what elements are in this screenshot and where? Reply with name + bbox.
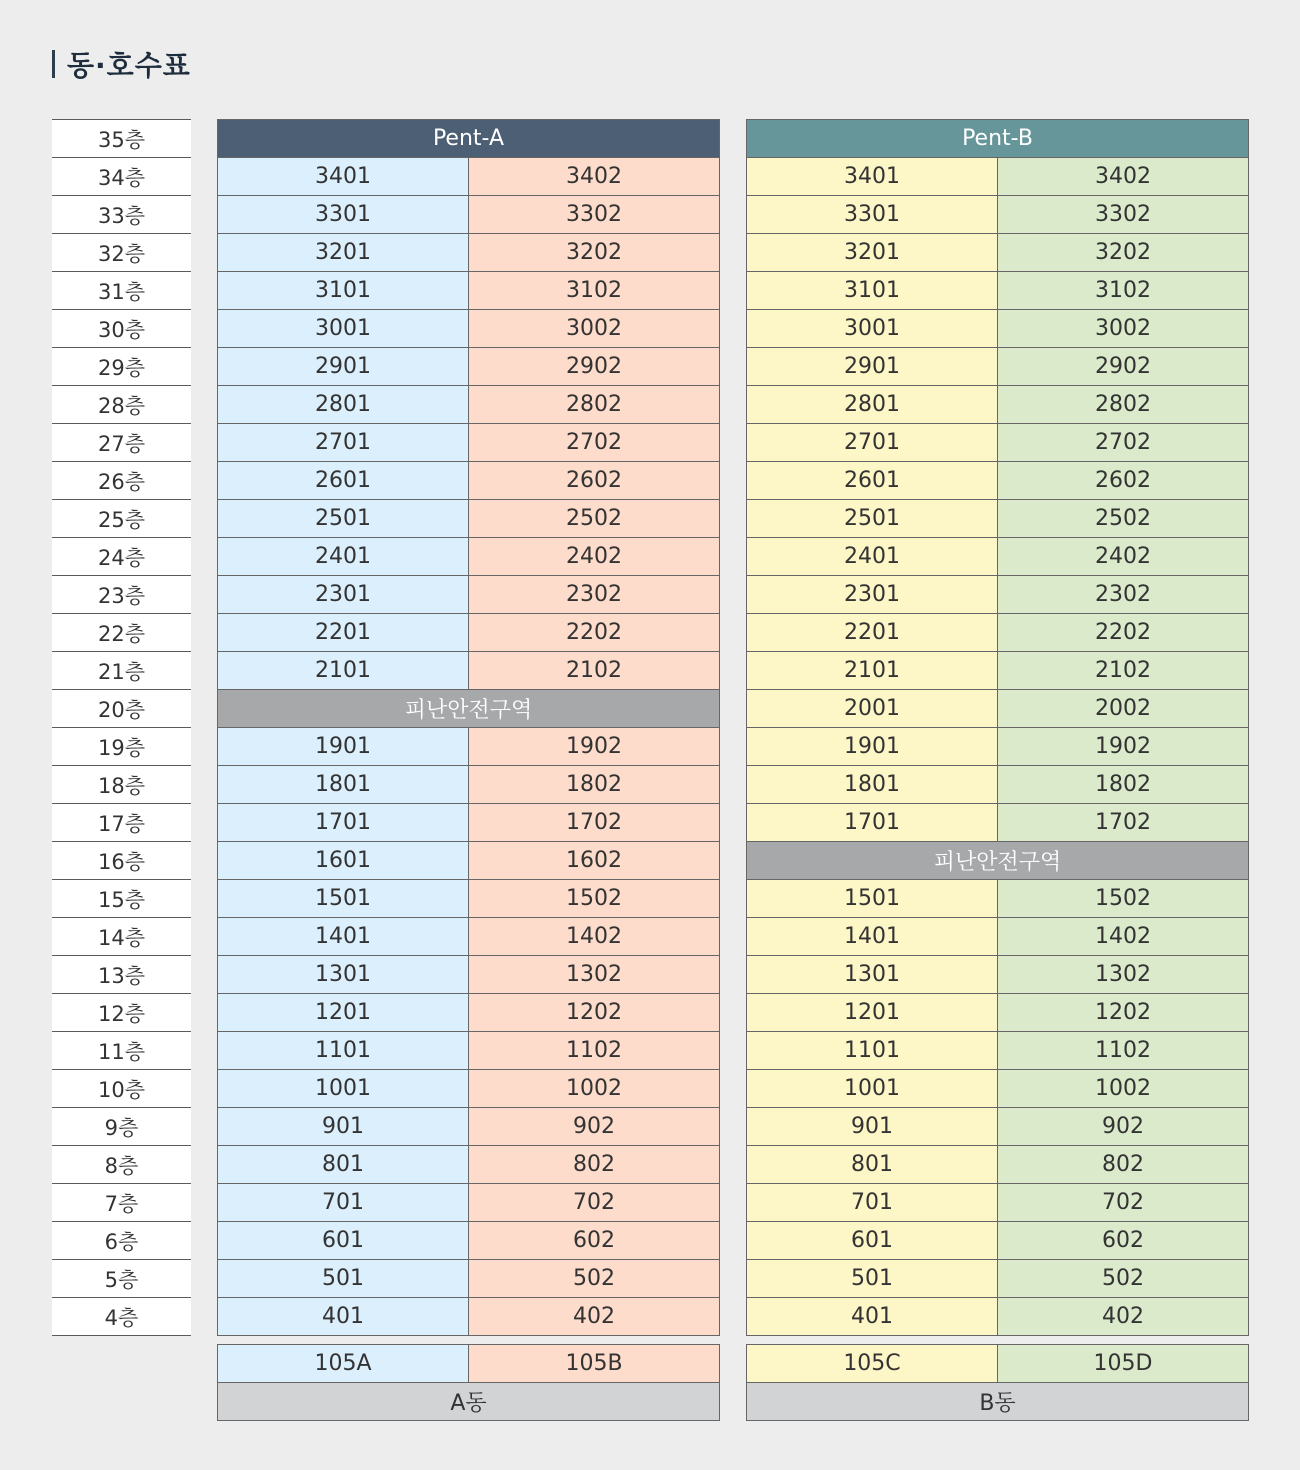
unit-cell: 2501: [218, 500, 468, 537]
tower-header: Pent-A: [218, 120, 719, 157]
unit-row: [218, 347, 719, 385]
tower-b-table: [746, 119, 1249, 1336]
floor-label: 17층: [52, 803, 191, 841]
unit-cell: 1902: [997, 728, 1248, 765]
unit-row: [747, 195, 1248, 233]
unit-cell: 2701: [218, 424, 468, 461]
floor-label: 14층: [52, 917, 191, 955]
dong-label: A동: [218, 1383, 719, 1420]
unit-cell: 3301: [218, 196, 468, 233]
unit-cell: 2401: [747, 538, 997, 575]
unit-cell: 1502: [468, 880, 719, 917]
unit-row: [218, 993, 719, 1031]
unit-cell: 2301: [747, 576, 997, 613]
unit-row: [218, 1107, 719, 1145]
floor-label: 15층: [52, 879, 191, 917]
unit-row: [747, 1297, 1248, 1335]
unit-cell: 2302: [997, 576, 1248, 613]
unit-cell: 1001: [218, 1070, 468, 1107]
unit-row: [218, 385, 719, 423]
unit-cell: 1302: [468, 956, 719, 993]
unit-cell: 1102: [997, 1032, 1248, 1069]
floor-label: 5층: [52, 1259, 191, 1297]
floor-label: 35층: [52, 119, 191, 157]
unit-row: [747, 423, 1248, 461]
unit-row: [747, 1145, 1248, 1183]
floor-label: 19층: [52, 727, 191, 765]
unit-cell: 2202: [468, 614, 719, 651]
unit-cell: 3202: [997, 234, 1248, 271]
unit-cell: 2801: [218, 386, 468, 423]
tower-header-row: [218, 120, 719, 157]
unit-cell: 902: [997, 1108, 1248, 1145]
unit-row: [218, 271, 719, 309]
unit-cell: 402: [997, 1298, 1248, 1335]
unit-cell: 1002: [468, 1070, 719, 1107]
unit-row: [747, 537, 1248, 575]
floor-label: 32층: [52, 233, 191, 271]
unit-row: [747, 879, 1248, 917]
unit-cell: 2402: [997, 538, 1248, 575]
dong-row: [218, 1382, 719, 1420]
tower-a-footer: [217, 1344, 720, 1421]
unit-cell: 2401: [218, 538, 468, 575]
unit-cell: 2001: [747, 690, 997, 727]
unit-cell: 1201: [747, 994, 997, 1031]
unit-row: [218, 1259, 719, 1297]
unit-cell: 2201: [747, 614, 997, 651]
unit-cell: 602: [997, 1222, 1248, 1259]
floor-label: 27층: [52, 423, 191, 461]
unit-cell: 2702: [997, 424, 1248, 461]
floor-label: 18층: [52, 765, 191, 803]
unit-cell: 902: [468, 1108, 719, 1145]
unit-cell: 1602: [468, 842, 719, 879]
unit-cell: 3002: [468, 310, 719, 347]
unit-cell: 1501: [218, 880, 468, 917]
unit-row: [747, 1107, 1248, 1145]
tower-a-table: [217, 119, 720, 1336]
floor-column: [52, 119, 191, 1336]
unit-cell: 1301: [747, 956, 997, 993]
unit-row: [218, 499, 719, 537]
unit-cell: 3402: [468, 158, 719, 195]
unit-cell: 1501: [747, 880, 997, 917]
floor-label: 29층: [52, 347, 191, 385]
floor-label: 20층: [52, 689, 191, 727]
unit-cell: 1502: [997, 880, 1248, 917]
unit-cell: 2102: [468, 652, 719, 689]
floor-label: 12층: [52, 993, 191, 1031]
unit-row: [218, 765, 719, 803]
unit-row: [747, 347, 1248, 385]
line-type-row: [218, 1345, 719, 1382]
unit-cell: 1801: [218, 766, 468, 803]
unit-row: [218, 841, 719, 879]
unit-cell: 3002: [997, 310, 1248, 347]
unit-cell: 901: [218, 1108, 468, 1145]
floor-label: 7층: [52, 1183, 191, 1221]
unit-row: [747, 385, 1248, 423]
unit-cell: 701: [747, 1184, 997, 1221]
refuge-row: [747, 841, 1248, 879]
unit-cell: 801: [747, 1146, 997, 1183]
unit-cell: 502: [997, 1260, 1248, 1297]
unit-cell: 1102: [468, 1032, 719, 1069]
unit-row: [747, 1259, 1248, 1297]
unit-cell: 1202: [468, 994, 719, 1031]
unit-cell: 3302: [997, 196, 1248, 233]
unit-cell: 1702: [997, 804, 1248, 841]
floor-label: 24층: [52, 537, 191, 575]
floor-label: 8층: [52, 1145, 191, 1183]
floor-label: 9층: [52, 1107, 191, 1145]
unit-row: [218, 1069, 719, 1107]
unit-cell: 2301: [218, 576, 468, 613]
unit-row: [747, 1221, 1248, 1259]
unit-row: [747, 955, 1248, 993]
unit-cell: 2202: [997, 614, 1248, 651]
unit-cell: 1901: [747, 728, 997, 765]
unit-cell: 2501: [747, 500, 997, 537]
unit-cell: 2402: [468, 538, 719, 575]
unit-cell: 2802: [468, 386, 719, 423]
unit-cell: 3001: [747, 310, 997, 347]
unit-row: [218, 727, 719, 765]
unit-cell: 1301: [218, 956, 468, 993]
floor-label: 16층: [52, 841, 191, 879]
unit-cell: 2601: [218, 462, 468, 499]
unit-cell: 2302: [468, 576, 719, 613]
unit-cell: 2801: [747, 386, 997, 423]
floor-label: 4층: [52, 1297, 191, 1336]
line-type-cell: 105C: [747, 1345, 997, 1382]
unit-row: [218, 537, 719, 575]
floor-label: 25층: [52, 499, 191, 537]
floor-label: 34층: [52, 157, 191, 195]
unit-cell: 3202: [468, 234, 719, 271]
floor-label: 10층: [52, 1069, 191, 1107]
unit-row: [747, 271, 1248, 309]
unit-cell: 1302: [997, 956, 1248, 993]
unit-row: [747, 765, 1248, 803]
unit-cell: 2702: [468, 424, 719, 461]
unit-row: [218, 309, 719, 347]
unit-cell: 3001: [218, 310, 468, 347]
dong-row: [747, 1382, 1248, 1420]
unit-cell: 1002: [997, 1070, 1248, 1107]
unit-cell: 501: [747, 1260, 997, 1297]
unit-cell: 2101: [218, 652, 468, 689]
floor-label: 13층: [52, 955, 191, 993]
refuge-zone: 피난안전구역: [747, 842, 1248, 879]
unit-cell: 501: [218, 1260, 468, 1297]
refuge-row: [218, 689, 719, 727]
unit-cell: 3401: [218, 158, 468, 195]
unit-cell: 601: [747, 1222, 997, 1259]
unit-cell: 2901: [218, 348, 468, 385]
unit-cell: 1702: [468, 804, 719, 841]
unit-row: [218, 233, 719, 271]
unit-cell: 601: [218, 1222, 468, 1259]
unit-cell: 802: [997, 1146, 1248, 1183]
unit-cell: 1901: [218, 728, 468, 765]
unit-cell: 1402: [997, 918, 1248, 955]
unit-row: [218, 803, 719, 841]
unit-row: [218, 461, 719, 499]
unit-row: [218, 157, 719, 195]
unit-row: [747, 803, 1248, 841]
unit-cell: 802: [468, 1146, 719, 1183]
unit-cell: 3101: [747, 272, 997, 309]
unit-cell: 2102: [997, 652, 1248, 689]
unit-row: [218, 1031, 719, 1069]
unit-cell: 2602: [468, 462, 719, 499]
unit-cell: 2601: [747, 462, 997, 499]
floor-label: 33층: [52, 195, 191, 233]
unit-row: [747, 575, 1248, 613]
unit-row: [747, 651, 1248, 689]
floor-label: 21층: [52, 651, 191, 689]
unit-cell: 1401: [747, 918, 997, 955]
unit-cell: 2101: [747, 652, 997, 689]
line-type-row: [747, 1345, 1248, 1382]
unit-cell: 502: [468, 1260, 719, 1297]
floor-label: 22층: [52, 613, 191, 651]
floor-label: 31층: [52, 271, 191, 309]
unit-cell: 3102: [468, 272, 719, 309]
unit-cell: 3302: [468, 196, 719, 233]
unit-cell: 2502: [997, 500, 1248, 537]
unit-cell: 1701: [747, 804, 997, 841]
unit-row: [747, 727, 1248, 765]
unit-cell: 402: [468, 1298, 719, 1335]
unit-cell: 3201: [218, 234, 468, 271]
unit-row: [747, 613, 1248, 651]
unit-cell: 3101: [218, 272, 468, 309]
unit-cell: 2902: [997, 348, 1248, 385]
line-type-cell: 105A: [218, 1345, 468, 1382]
unit-cell: 1101: [218, 1032, 468, 1069]
floor-label: 23층: [52, 575, 191, 613]
unit-cell: 3201: [747, 234, 997, 271]
line-type-cell: 105B: [468, 1345, 719, 1382]
dong-label: B동: [747, 1383, 1248, 1420]
unit-cell: 702: [468, 1184, 719, 1221]
floor-label: 6층: [52, 1221, 191, 1259]
tower-header: Pent-B: [747, 120, 1248, 157]
unit-cell: 1801: [747, 766, 997, 803]
line-type-cell: 105D: [997, 1345, 1248, 1382]
unit-cell: 1201: [218, 994, 468, 1031]
unit-cell: 401: [747, 1298, 997, 1335]
refuge-zone: 피난안전구역: [218, 690, 719, 727]
unit-cell: 2002: [997, 690, 1248, 727]
title-accent-bar: [52, 50, 55, 78]
unit-cell: 3401: [747, 158, 997, 195]
unit-cell: 3102: [997, 272, 1248, 309]
unit-row: [218, 613, 719, 651]
unit-cell: 1402: [468, 918, 719, 955]
unit-cell: 3402: [997, 158, 1248, 195]
tower-b-footer: [746, 1344, 1249, 1421]
unit-cell: 1001: [747, 1070, 997, 1107]
tower-header-row: [747, 120, 1248, 157]
unit-row: [747, 157, 1248, 195]
unit-row: [747, 993, 1248, 1031]
unit-cell: 1401: [218, 918, 468, 955]
unit-row: [218, 1145, 719, 1183]
unit-cell: 1601: [218, 842, 468, 879]
unit-cell: 3301: [747, 196, 997, 233]
unit-cell: 2701: [747, 424, 997, 461]
unit-row: [218, 955, 719, 993]
unit-cell: 2502: [468, 500, 719, 537]
unit-cell: 2902: [468, 348, 719, 385]
floor-label: 26층: [52, 461, 191, 499]
unit-row: [218, 575, 719, 613]
unit-cell: 1202: [997, 994, 1248, 1031]
floor-label: 30층: [52, 309, 191, 347]
unit-cell: 901: [747, 1108, 997, 1145]
page-title-text: 동·호수표: [67, 49, 191, 82]
floor-label: 11층: [52, 1031, 191, 1069]
unit-row: [218, 879, 719, 917]
unit-row: [747, 499, 1248, 537]
unit-cell: 401: [218, 1298, 468, 1335]
unit-row: [218, 917, 719, 955]
unit-cell: 2201: [218, 614, 468, 651]
unit-cell: 1101: [747, 1032, 997, 1069]
unit-cell: 1802: [468, 766, 719, 803]
unit-row: [218, 651, 719, 689]
unit-cell: 801: [218, 1146, 468, 1183]
unit-cell: 702: [997, 1184, 1248, 1221]
unit-cell: 2602: [997, 462, 1248, 499]
unit-row: [747, 1031, 1248, 1069]
unit-row: [747, 233, 1248, 271]
unit-cell: 2901: [747, 348, 997, 385]
unit-cell: 2802: [997, 386, 1248, 423]
unit-row: [747, 917, 1248, 955]
unit-cell: 1902: [468, 728, 719, 765]
unit-row: [218, 423, 719, 461]
unit-row: [747, 309, 1248, 347]
unit-row: [747, 461, 1248, 499]
unit-row: [218, 195, 719, 233]
unit-row: [218, 1297, 719, 1335]
unit-row: [747, 1183, 1248, 1221]
unit-cell: 1802: [997, 766, 1248, 803]
unit-row: [218, 1183, 719, 1221]
unit-cell: 602: [468, 1222, 719, 1259]
unit-cell: 701: [218, 1184, 468, 1221]
floor-label: 28층: [52, 385, 191, 423]
page-title: [52, 46, 191, 82]
unit-row: [747, 689, 1248, 727]
unit-row: [218, 1221, 719, 1259]
unit-cell: 1701: [218, 804, 468, 841]
unit-row: [747, 1069, 1248, 1107]
